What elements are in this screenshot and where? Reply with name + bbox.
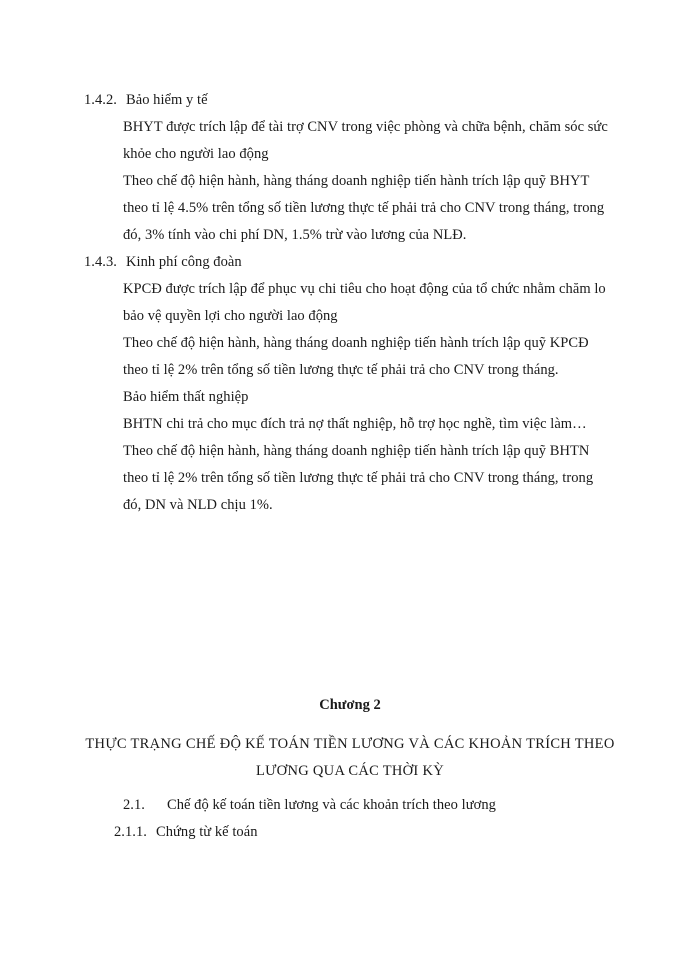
paragraph-line: KPCĐ được trích lập để phục vụ chi tiêu cho hoạt động của tổ chức nhằm chăm lo xyxy=(123,281,606,297)
chapter-title-line-1: THỰC TRẠNG CHẾ ĐỘ KẾ TOÁN TIỀN LƯƠNG VÀ CÁC KHOẢN TRÍCH THEO xyxy=(85,736,615,752)
heading-title: Bảo hiểm y tế xyxy=(126,92,208,108)
heading-number: 1.4.2. xyxy=(84,92,117,108)
paragraph-line: theo tỉ lệ 2% trên tổng số tiền lương thực tế phải trả cho CNV trong tháng, trong xyxy=(123,470,594,486)
heading-1-4-2 xyxy=(84,91,208,109)
heading-title: Chế độ kế toán tiền lương và các khoản trích theo lương xyxy=(167,797,496,813)
chapter-label: Chương 2 xyxy=(319,697,381,713)
paragraph-line: khỏe cho người lao động xyxy=(123,146,269,162)
paragraph-line: Theo chế độ hiện hành, hàng tháng doanh nghiệp tiến hành trích lập quỹ BHTN xyxy=(123,443,590,459)
paragraph-line: đó, 3% tính vào chi phí DN, 1.5% trừ vào lương của NLĐ. xyxy=(123,227,467,243)
heading-number: 1.4.3. xyxy=(84,254,117,270)
paragraph-line: BHYT được trích lập để tài trợ CNV trong việc phòng và chữa bệnh, chăm sóc sức xyxy=(123,119,608,135)
paragraph-line: Theo chế độ hiện hành, hàng tháng doanh nghiệp tiến hành trích lập quỹ BHYT xyxy=(123,173,590,189)
subheading-bhtn: Bảo hiểm thất nghiệp xyxy=(123,389,249,405)
paragraph-line: đó, DN và NLD chịu 1%. xyxy=(123,497,273,513)
heading-number: 2.1. xyxy=(123,797,145,813)
heading-1-4-3 xyxy=(84,253,242,271)
heading-2-1 xyxy=(123,796,496,814)
heading-title: Chứng từ kế toán xyxy=(156,824,258,840)
heading-title: Kinh phí công đoàn xyxy=(126,254,242,270)
paragraph-line: bảo vệ quyền lợi cho người lao động xyxy=(123,308,338,324)
paragraph-line: BHTN chi trả cho mục đích trả nợ thất nghiệp, hỗ trợ học nghề, tìm việc làm… xyxy=(123,416,587,432)
paragraph-line: theo tỉ lệ 2% trên tổng số tiền lương thực tế phải trả cho CNV trong tháng. xyxy=(123,362,559,378)
paragraph-line: theo tỉ lệ 4.5% trên tổng số tiền lương thực tế phải trả cho CNV trong tháng, trong xyxy=(123,200,605,216)
chapter-title-line-2: LƯƠNG QUA CÁC THỜI KỲ xyxy=(255,763,445,779)
heading-number: 2.1.1. xyxy=(114,824,147,840)
paragraph-line: Theo chế độ hiện hành, hàng tháng doanh nghiệp tiến hành trích lập quỹ KPCĐ xyxy=(123,335,589,351)
heading-2-1-1 xyxy=(114,823,258,841)
